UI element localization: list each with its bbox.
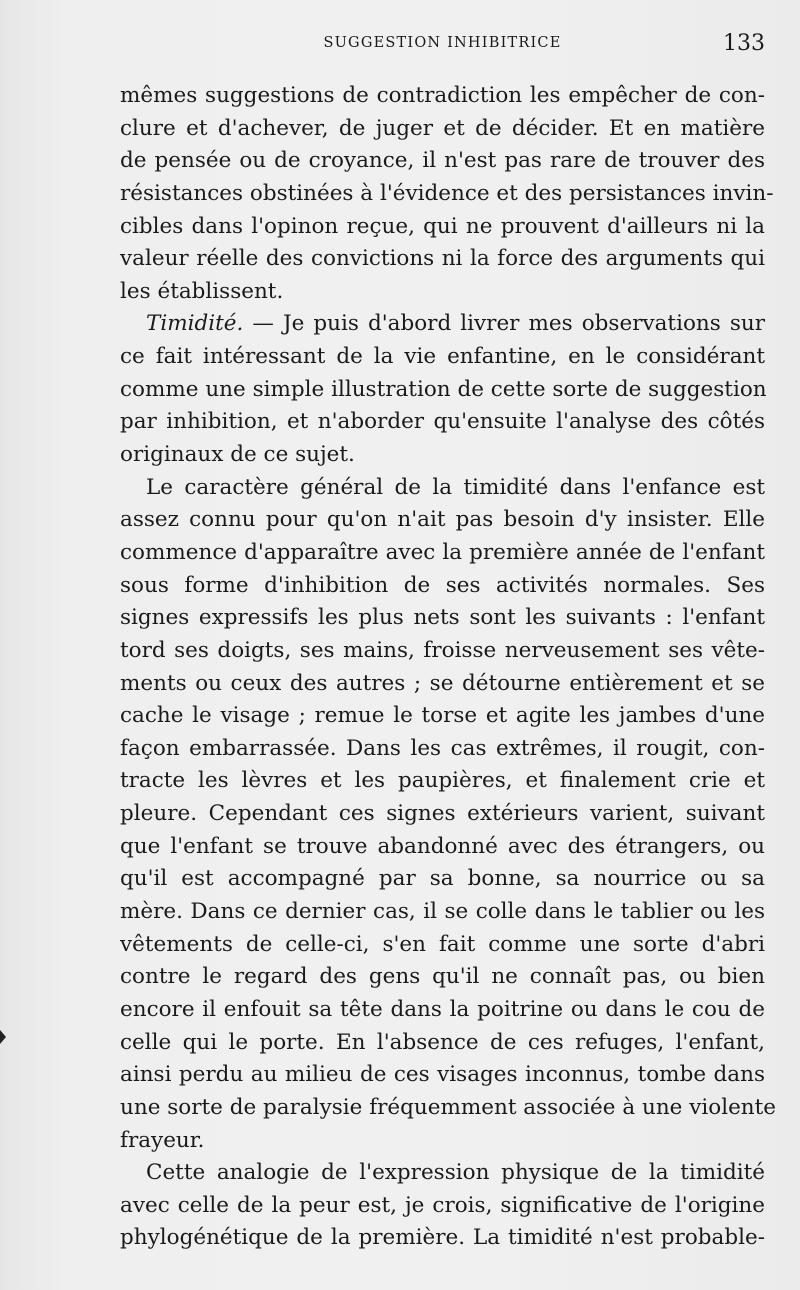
text-line: Cette analogie de l'expression physique de la timidité: [146, 1160, 765, 1186]
text-line: façon embarrassée. Dans les cas extrêmes, il rougit, con-: [120, 735, 765, 761]
text-line: les établissent.: [120, 278, 284, 304]
text-line: commence d'apparaître avec la première année de l'enfant: [120, 539, 765, 565]
text-line: assez connu pour qu'on n'ait pas besoin d'y insister. Elle: [120, 507, 765, 533]
text-line: sous forme d'inhibition de ses activités normales. Ses: [120, 572, 765, 598]
page-number: 133: [723, 31, 765, 56]
text-line: cache le visage ; remue le torse et agite les jambes d'une: [120, 703, 765, 729]
text-line: contre le regard des gens qu'il ne connaît pas, ou bien: [120, 964, 765, 990]
text-line: frayeur.: [120, 1127, 205, 1153]
text-line: valeur réelle des convictions ni la force des arguments qui: [120, 246, 765, 272]
text-line: de pensée ou de croyance, il n'est pas rare de trouver des: [120, 148, 765, 174]
text-line: encore il enfouit sa tête dans la poitrine ou dans le cou de: [120, 996, 765, 1022]
text-line: originaux de ce sujet.: [120, 442, 355, 468]
text-line: tracte les lèvres et les paupières, et finalement crie et: [120, 768, 765, 794]
text-line: Le caractère général de la timidité dans l'enfance est: [146, 474, 765, 500]
text-line: mêmes suggestions de contradiction les empêcher de con-: [120, 83, 765, 108]
text-line: comme une simple illustration de cette sorte de suggestion: [120, 376, 767, 402]
text-line: résistances obstinées à l'évidence et des persistances invin-: [120, 180, 774, 206]
running-head: [120, 31, 765, 56]
text-line: pleure. Cependant ces signes extérieurs varient, suivant: [120, 801, 765, 827]
paragraph-start-line: [120, 308, 765, 341]
margin-mark-icon: [0, 1030, 6, 1044]
text-line: tord ses doigts, ses mains, froisse nerveusement ses vête-: [120, 637, 765, 663]
text-line: avec celle de la peur est, je crois, significative de l'origine: [120, 1192, 765, 1218]
text-line-fragment: — Je puis d'abord livrer mes observations sur: [252, 311, 766, 337]
text-line: clure et d'achever, de juger et de décider. Et en matière: [120, 115, 765, 141]
text-line: signes expressifs les plus nets sont les suivants : l'enfant: [120, 605, 765, 631]
text-line: phylogénétique de la première. La timidité n'est probable-: [120, 1225, 765, 1251]
text-line: ainsi perdu au milieu de ces visages inconnus, tombe dans: [120, 1062, 765, 1088]
text-line: mère. Dans ce dernier cas, il se colle dans le tablier ou les: [120, 899, 765, 925]
body-text: [120, 80, 777, 1255]
text-line: cibles dans l'opinon reçue, qui ne prouvent d'ailleurs ni la: [120, 213, 765, 239]
text-line: celle qui le porte. En l'absence de ces refuges, l'enfant,: [120, 1029, 765, 1055]
text-line: par inhibition, et n'aborder qu'ensuite l'analyse des côtés: [120, 409, 765, 435]
text-line: qu'il est accompagné par sa bonne, sa nourrice ou sa: [120, 866, 765, 892]
text-line: vêtements de celle-ci, s'en fait comme une sorte d'abri: [120, 931, 765, 957]
running-title: SUGGESTION INHIBITRICE: [323, 35, 562, 51]
section-heading: Timidité.: [146, 311, 244, 337]
text-line: ce fait intéressant de la vie enfantine, en le considérant: [120, 344, 765, 370]
text-line: ments ou ceux des autres ; se détourne entièrement et se: [120, 670, 765, 696]
text-line: une sorte de paralysie fréquemment associée à une violente: [120, 1094, 777, 1120]
text-line: que l'enfant se trouve abandonné avec des étrangers, ou: [120, 833, 765, 859]
